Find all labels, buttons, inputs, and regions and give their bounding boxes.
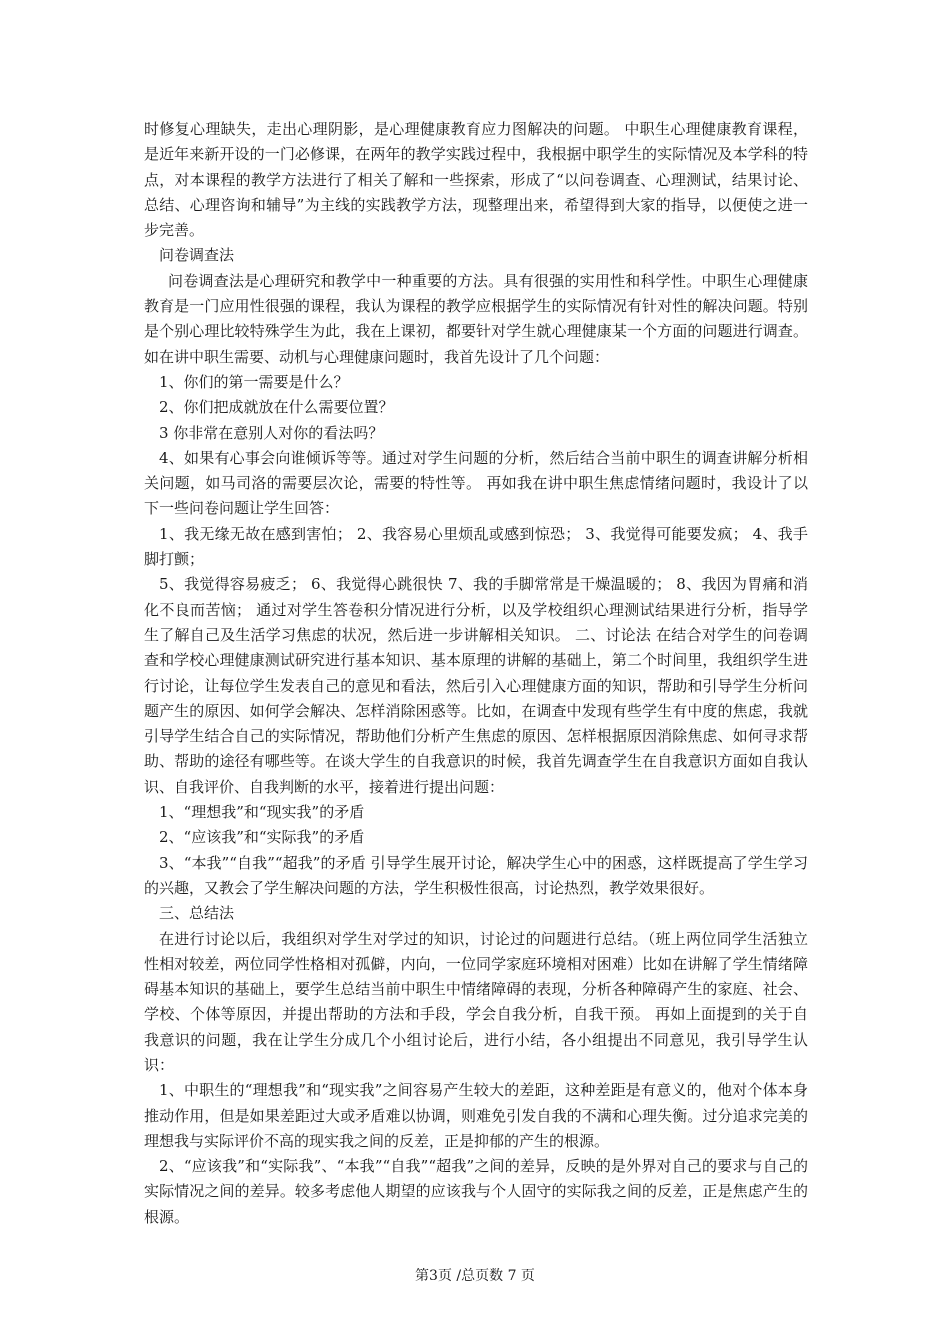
document-body bbox=[144, 117, 808, 1230]
paragraph-discussion: 5、我觉得容易疲乏； 6、我觉得心跳很快 7、我的手脚常常是干燥温暖的； 8、我因为胃痛和消化不良而苦恼； 通过对学生答卷积分情况进行分析，以及学校组织心理测试结果进行分析，指导学生了解自己及生活学习焦虑的状况，然后进一步讲解相关知识。 二、讨论法 在结合对学生的问卷调查和学校心理健康测试研究进行基本知识、基本原理的讲解的基础上，第二个时间里，我组织学生进行讨论，让每位学生发表自己的意见和看法，然后引入心理健康方面的知识，帮助和引导学生分析问题产生的原因、如何学会解决、怎样消除困惑等。比如，在调查中发现有些学生有中度的焦虑，我就引导学生结合自己的实际情况，帮助他们分析产生焦虑的原因、怎样根据原因消除焦虑、如何寻求帮助、帮助的途径有哪些等。在谈大学生的自我意识的时候，我首先调查学生在自我意识方面如自我认识、自我评价、自我判断的水平，接着进行提出问题： bbox=[144, 575, 808, 796]
list-item: 1、你们的第一需要是什么？ bbox=[159, 372, 349, 391]
list-item: 1、“理想我”和“现实我”的矛盾 bbox=[159, 803, 365, 822]
list-item: 3、“本我”“自我”“超我”的矛盾 引导学生展开讨论，解决学生心中的困惑，这样既提高了学生学习的兴趣，又教会了学生解决问题的方法，学生积极性很高，讨论热烈，教学效果很好。 bbox=[144, 853, 808, 897]
heading-summary: 三、总结法 bbox=[159, 904, 235, 923]
list-item: 1、中职生的“理想我”和“现实我”之间容易产生较大的差距，这种差距是有意义的，他对个体本身推动作用，但是如果差距过大或矛盾难以协调，则难免引发自我的不满和心理失衡。过分追求完美的理想我与实际评价不高的现实我之间的反差，正是抑郁的产生的根源。 bbox=[144, 1081, 808, 1150]
paragraph-intro: 时修复心理缺失，走出心理阴影，是心理健康教育应力图解决的问题。 中职生心理健康教育课程，是近年来新开设的一门必修课，在两年的教学实践过程中，我根据中职学生的实际情况及本学科的特点，对本课程的教学方法进行了相关了解和一些探索，形成了“以问卷调查、心理测试，结果讨论、总结、心理咨询和辅导”为主线的实践教学方法，现整理出来，希望得到大家的指导，以便使之进一步完善。 bbox=[144, 120, 808, 240]
list-item: 3 你非常在意别人对你的看法吗？ bbox=[159, 423, 384, 442]
page-number-footer: 第3页 /总页数 7 页 bbox=[415, 1268, 535, 1284]
list-item: 4、如果有心事会向谁倾诉等等。通过对学生问题的分析，然后结合当前中职生的调查讲解分析相关问题，如马司洛的需要层次论，需要的特性等。 再如我在讲中职生焦虑情绪问题时，我设计了以下一些问卷问题让学生回答： bbox=[144, 448, 808, 518]
list-item: 2、“应该我”和“实际我”、“本我”“自我”“超我”之间的差异，反映的是外界对自己的要求与自己的实际情况之间的差异。较多考虑他人期望的应该我与个人固守的实际我之间的反差，正是焦虑产生的根源。 bbox=[144, 1157, 808, 1226]
list-item: 2、你们把成就放在什么需要位置？ bbox=[159, 398, 394, 417]
heading-questionnaire: 问卷调查法 bbox=[159, 246, 235, 265]
paragraph-summary: 在进行讨论以后，我组织对学生对学过的知识，讨论过的问题进行总结。（班上两位同学生活独立性相对较差，两位同学性格相对孤僻，内向，一位同学家庭环境相对困难）比如在讲解了学生情绪障碍基本知识的基础上，要学生总结当前中职生中情绪障碍的表现，分析各种障碍产生的家庭、社会、学校、个体等原因，并提出帮助的方法和手段，学会自我分析，自我干预。 再如上面提到的关于自我意识的问题，我在让学生分成几个小组讨论后，进行小结，各小组提出不同意见，我引导学生认识： bbox=[144, 929, 808, 1074]
list-item: 1、我无缘无故在感到害怕； 2、我容易心里烦乱或感到惊恐； 3、我觉得可能要发疯； 4、我手脚打颤； bbox=[144, 524, 808, 569]
paragraph-questionnaire: 问卷调查法是心理研究和教学中一种重要的方法。具有很强的实用性和科学性。中职生心理健康教育是一门应用性很强的课程，我认为课程的教学应根据学生的实际情况有针对性的解决问题。特别是个别心理比较特殊学生为此，我在上课初，都要针对学生就心理健康某一个方面的问题进行调查。如在讲中职生需要、动机与心理健康问题时，我首先设计了几个问题： bbox=[144, 271, 808, 366]
list-item: 2、“应该我”和“实际我”的矛盾 bbox=[159, 828, 365, 847]
